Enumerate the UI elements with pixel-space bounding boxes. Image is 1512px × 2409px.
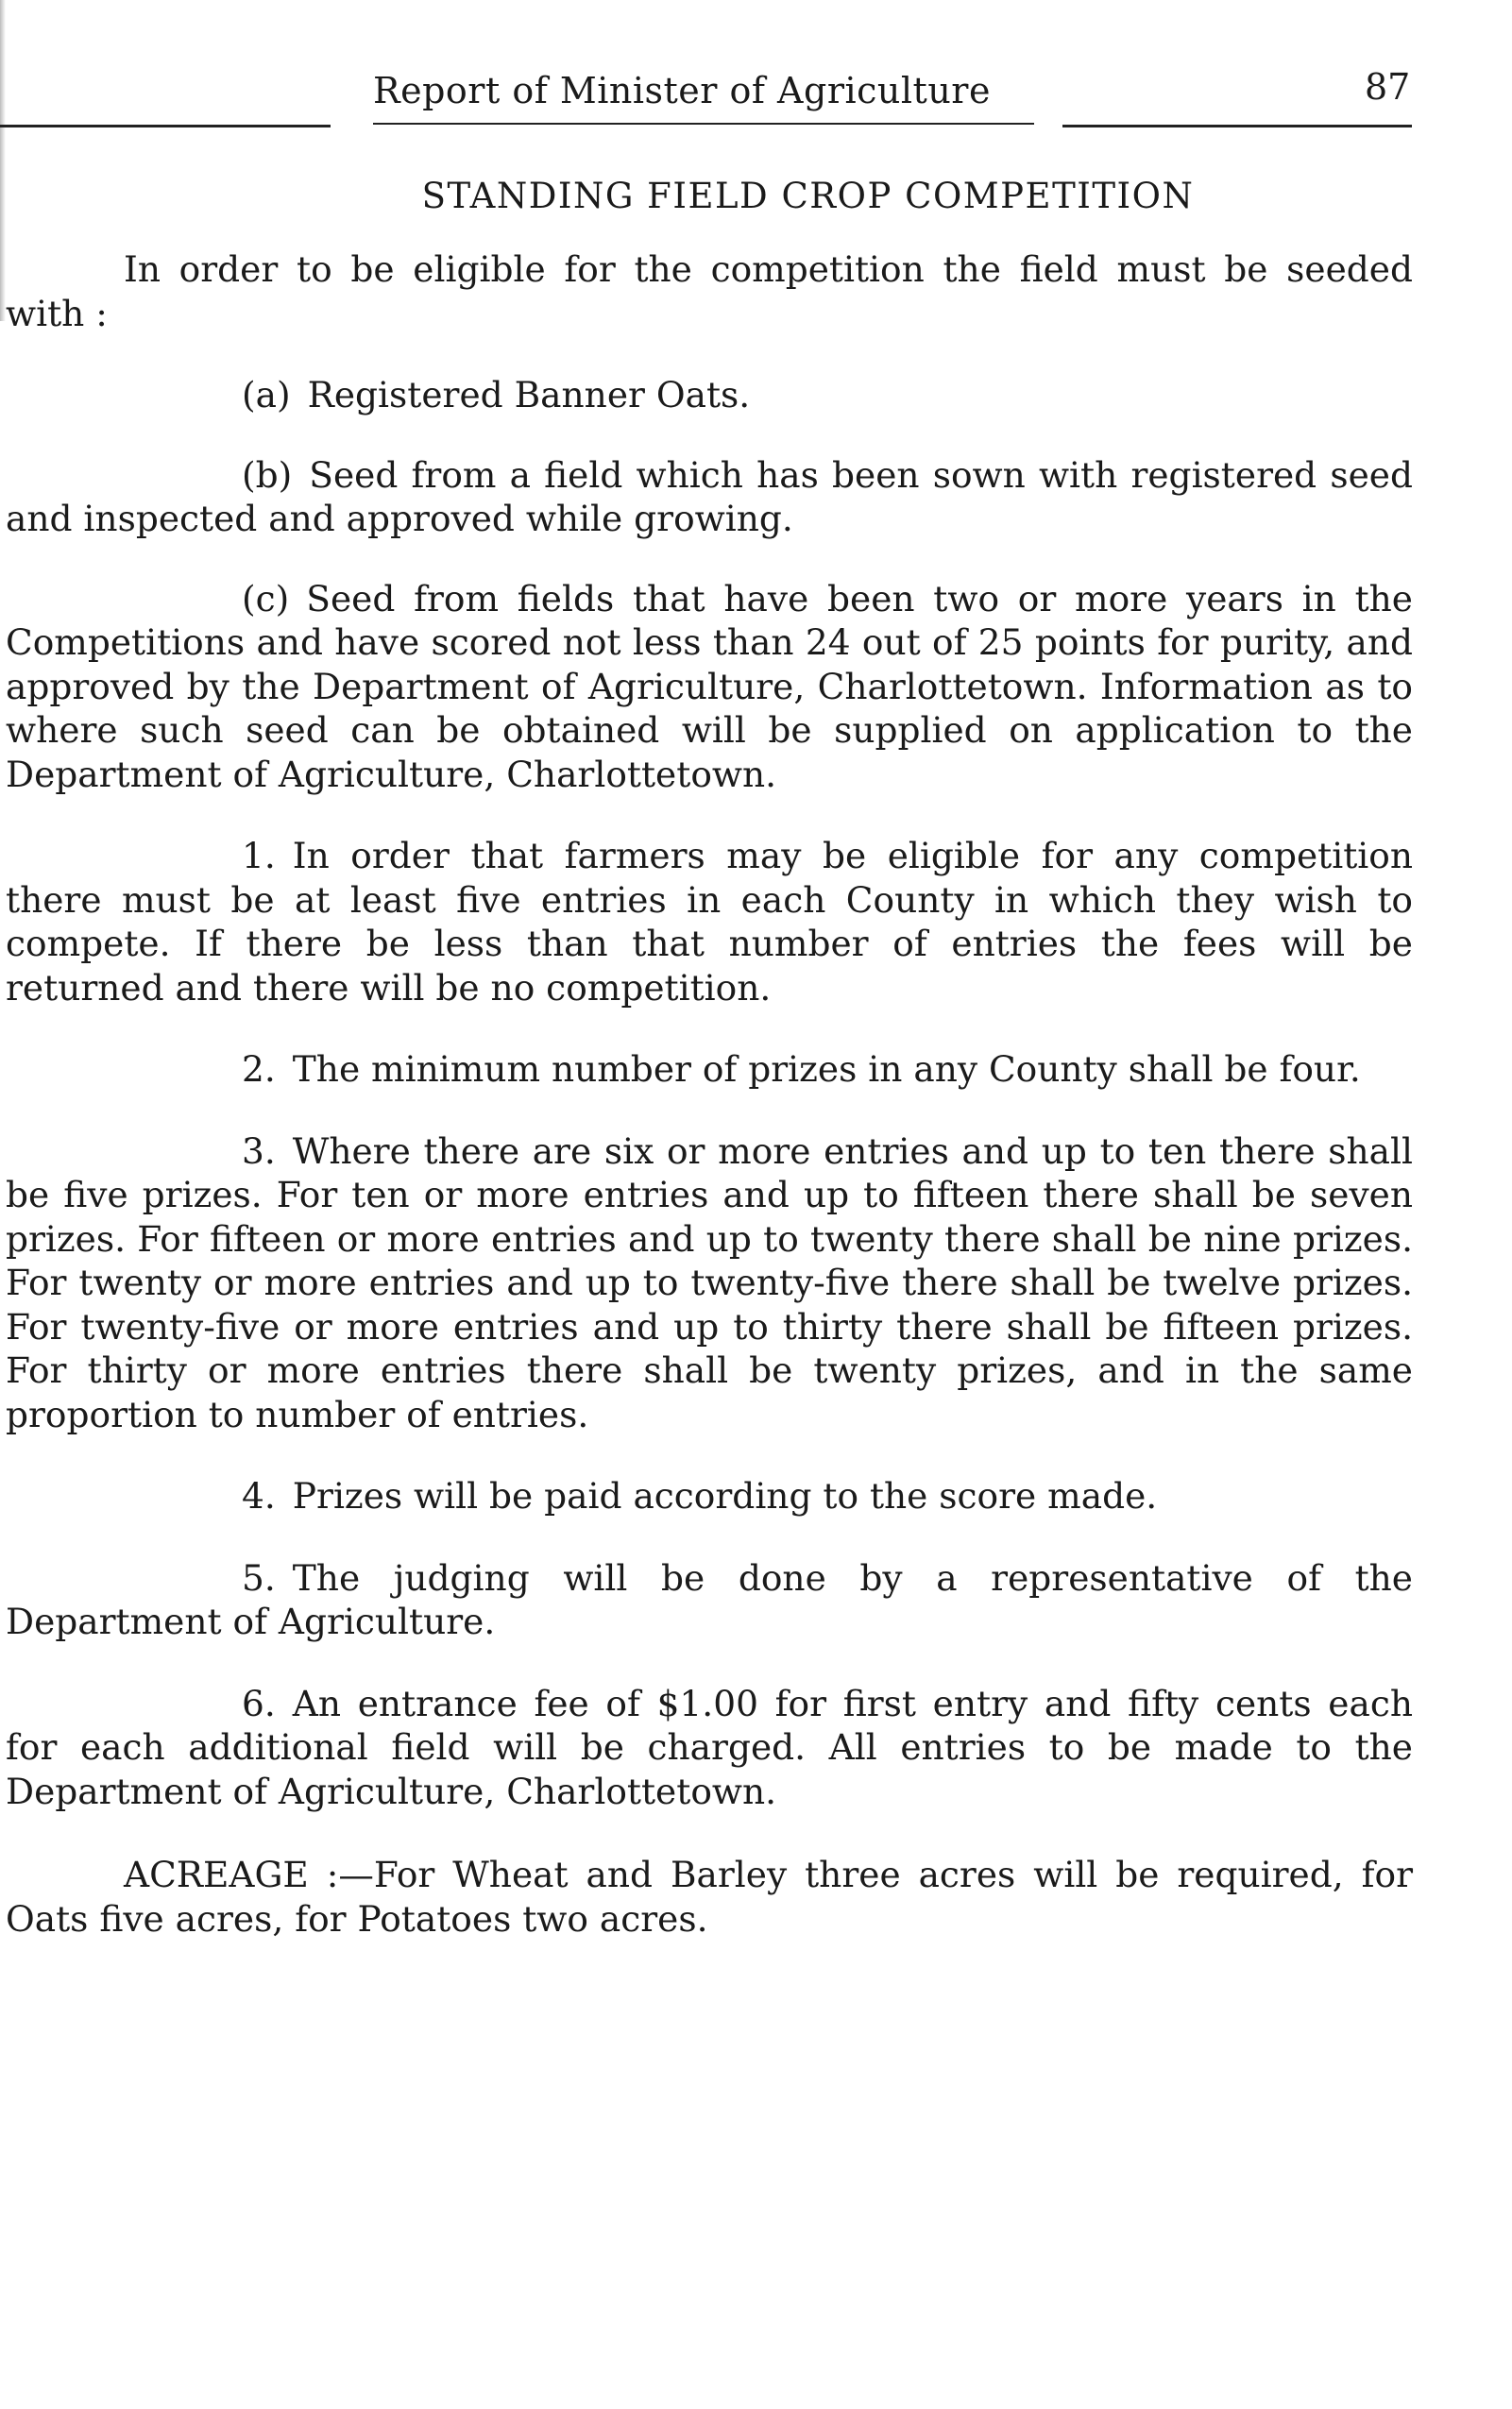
option-c-label: (c) <box>242 577 290 619</box>
rule-5-label: 5. <box>242 1556 276 1599</box>
header-rule-right <box>1062 125 1412 127</box>
rule-1-label: 1. <box>242 835 276 876</box>
rule-1-text: In order that farmers may be eligible for any competition there must be at least five entries in each County in which they wish to compete. If there be less than that number of entries the fees will be returned and there will be no competition. <box>6 835 1413 1009</box>
rule-2 <box>6 1047 1413 1092</box>
option-b-label: (b) <box>242 453 293 496</box>
rule-3-text: Where there are six or more entries and up to ten there shall be five prizes. For ten or more entries and up to fifteen there shall be seven prizes. For fifteen or more entries and up to twenty there shall be nine prizes. For twenty or more entries and up to twenty-five there shall be twelve prizes. For twenty-five or more entries and up to thirty there shall be fifteen prizes. For thirty or more entries there shall be twenty prizes, and in the same proportion to number of entries. <box>6 1129 1413 1435</box>
rule-5-text: The judging will be done by a representative of the Department of Agriculture. <box>6 1556 1413 1642</box>
option-a-text: Registered Banner Oats. <box>307 374 751 416</box>
rule-4-label: 4. <box>242 1475 276 1517</box>
page-number: 87 <box>1365 66 1411 108</box>
option-c-text: Seed from fields that have been two or more years in the Competitions and have scored not less than 24 out of 25 points for purity, and approved by the Department of Agriculture, Charlottetown. Information as to where such seed can be obtained will be supplied on application to the Department of Agriculture, Charlottetown. <box>6 577 1413 795</box>
acreage-paragraph: ACREAGE :—For Wheat and Barley three acres will be required, for Oats five acres, for Potatoes two acres. <box>6 1854 1413 1940</box>
section-title: STANDING FIELD CROP COMPETITION <box>421 176 1195 216</box>
intro-paragraph: In order to be eligible for the competition the field must be seeded with : <box>6 248 1413 334</box>
header-rule-underline <box>373 123 1034 125</box>
rule-1 <box>6 834 1413 1009</box>
rule-4 <box>6 1474 1413 1518</box>
rule-6-text: An entrance fee of $1.00 for first entry and fifty cents each for each additional field will be charged. All entries to be made to the Department of Agriculture, Charlottetown. <box>6 1682 1413 1812</box>
header-title: Report of Minister of Agriculture <box>373 70 991 111</box>
rule-3 <box>6 1129 1413 1437</box>
option-b-text: Seed from a field which has been sown with registered seed and inspected and approved while growing. <box>6 453 1413 539</box>
rule-3-label: 3. <box>242 1129 276 1172</box>
rule-2-text: The minimum number of prizes in any County shall be four. <box>292 1048 1361 1090</box>
body-text <box>6 247 1413 1941</box>
header-rule-left <box>0 125 331 127</box>
rule-6-label: 6. <box>242 1682 276 1724</box>
rule-2-label: 2. <box>242 1048 276 1090</box>
option-c <box>6 577 1413 797</box>
running-header <box>0 66 1512 142</box>
rule-5 <box>6 1556 1413 1644</box>
option-a-label: (a) <box>242 374 291 416</box>
option-a <box>6 373 1413 417</box>
rule-6 <box>6 1682 1413 1814</box>
option-b <box>6 453 1413 541</box>
rule-4-text: Prizes will be paid according to the score made. <box>292 1475 1158 1517</box>
